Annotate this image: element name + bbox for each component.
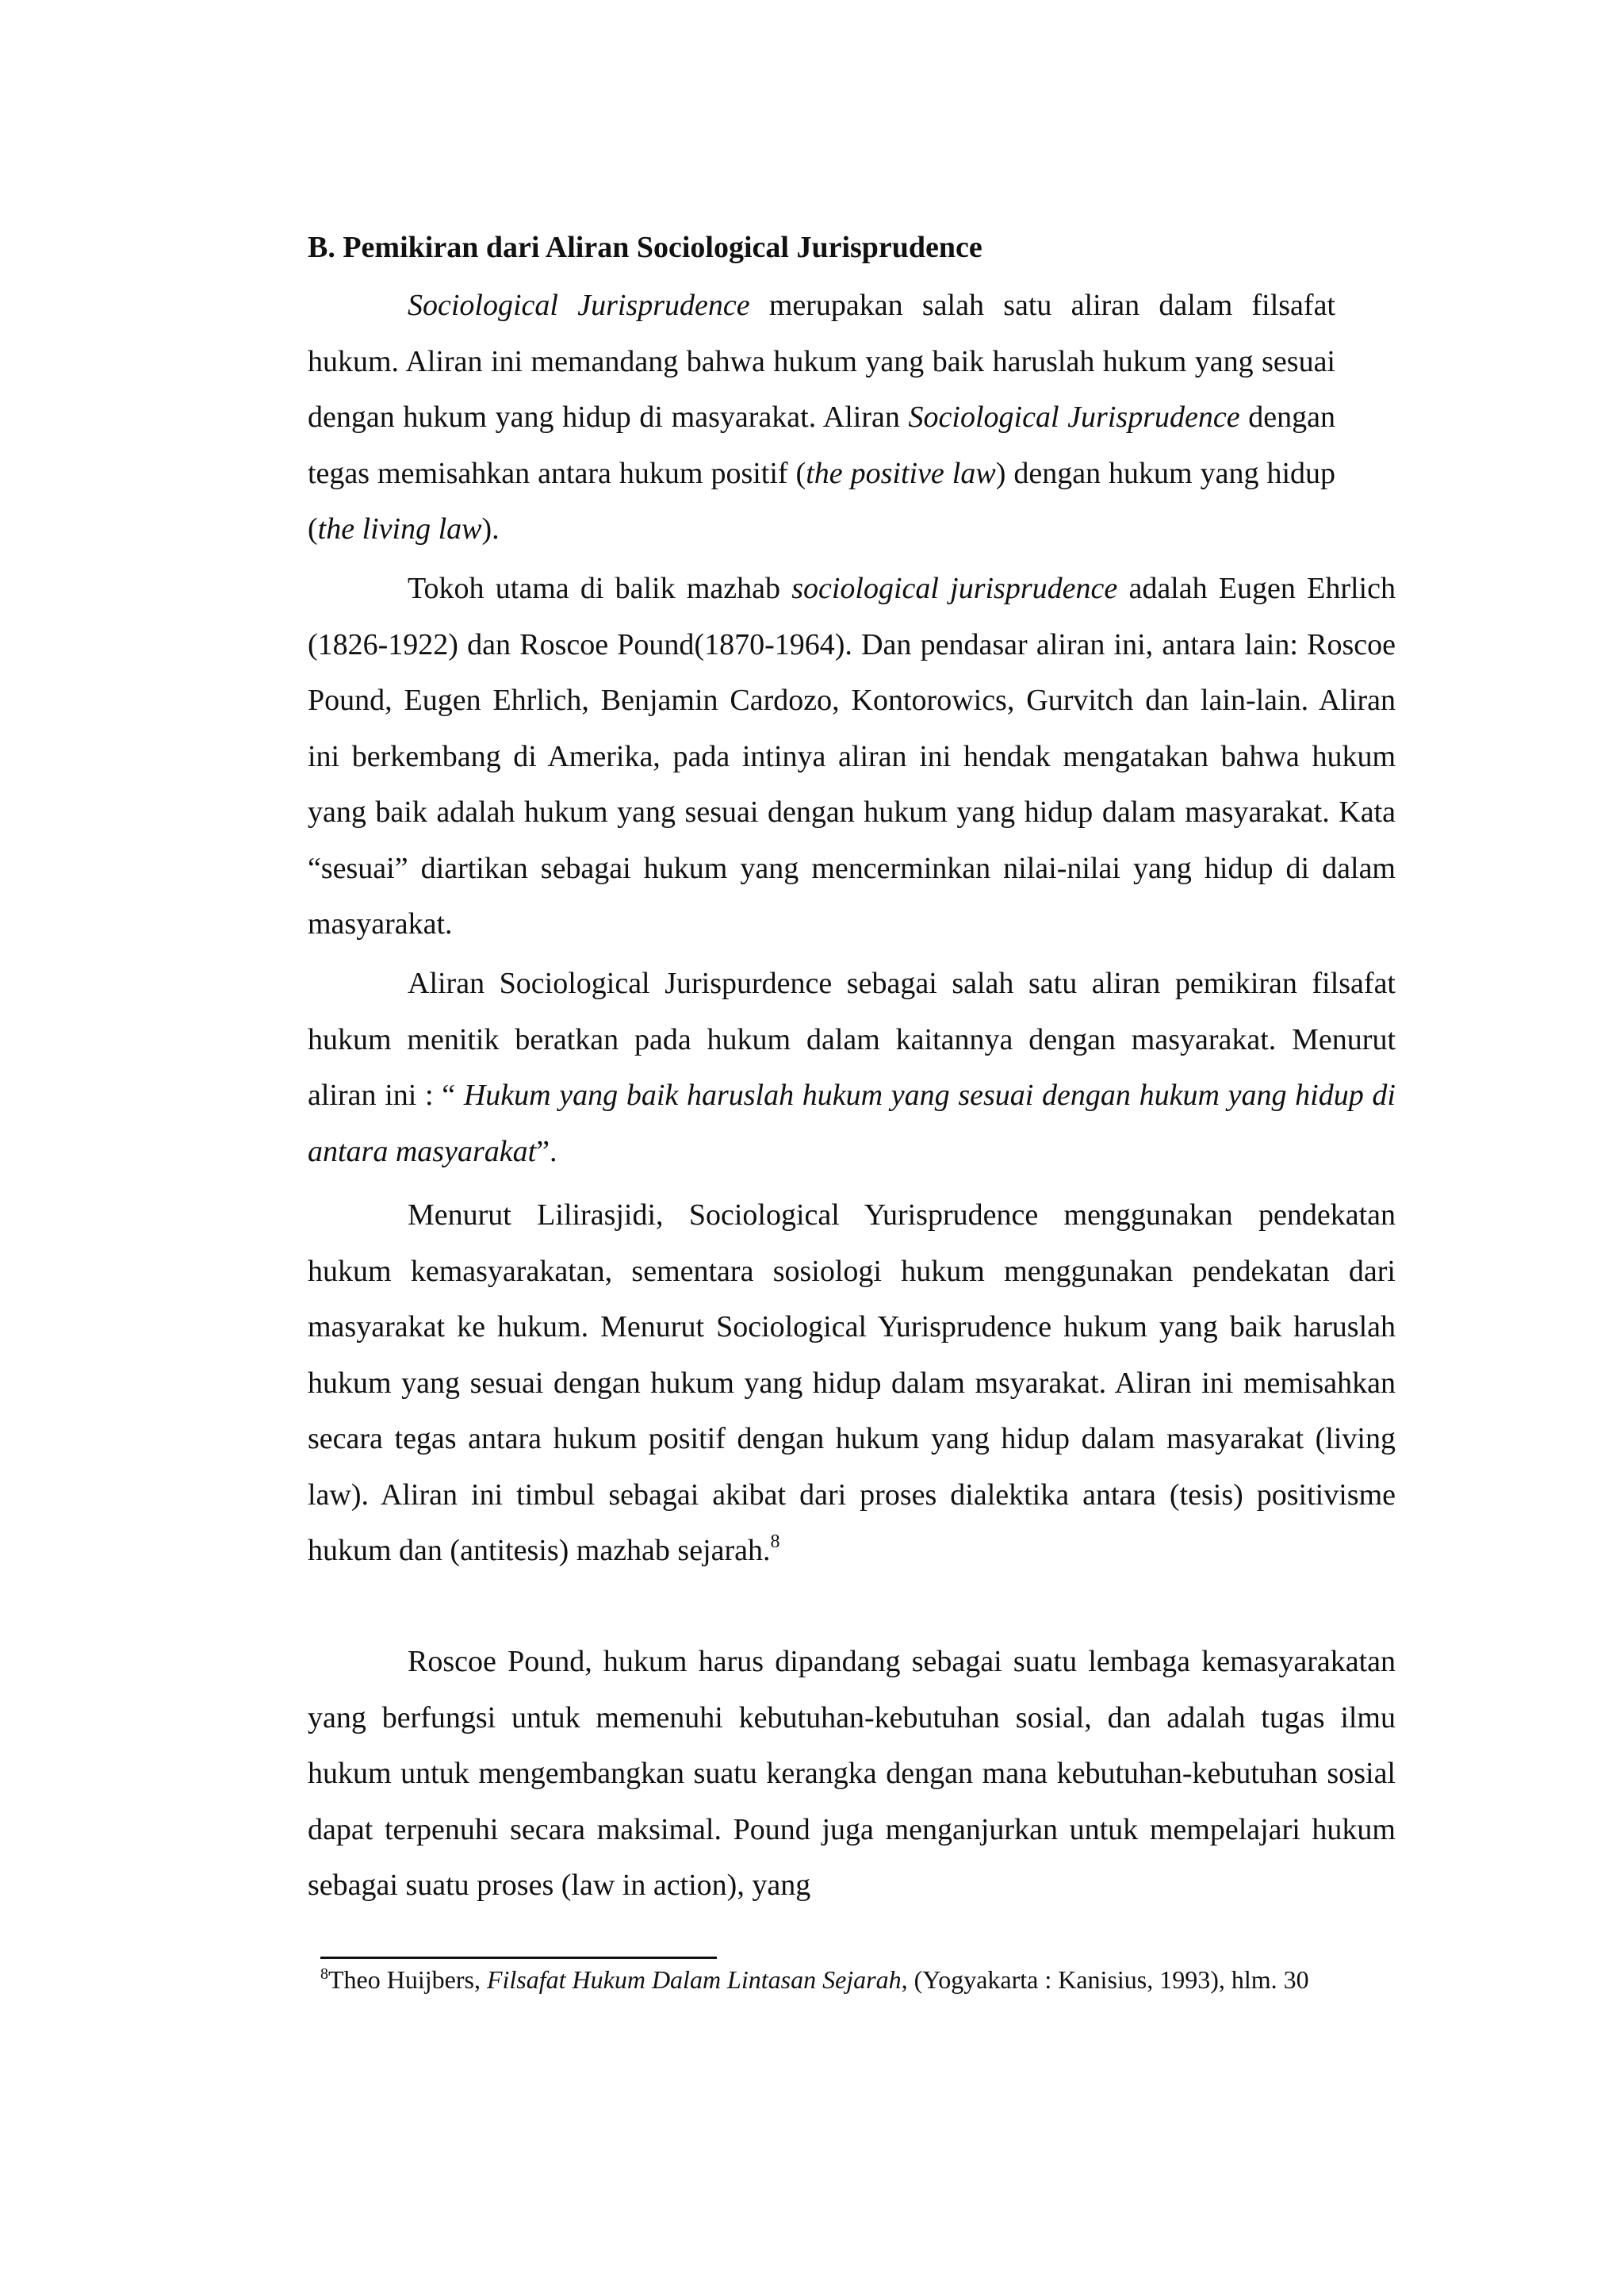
paragraph-text: Roscoe Pound, hukum harus dipandang sebagai suatu lembaga kemasyarakatan yang berfungsi untuk memenuhi kebutuhan-kebutuhan sosial, dan adalah tugas ilmu hukum untuk mengembangkan suatu kerangka dengan mana kebutuhan-kebutuhan sosial dapat terpenuhi secara maksimal. Pound juga menganjurkan untuk mempelajari hukum sebagai suatu proses (law in action), yang (308, 1645, 1396, 1902)
section-heading: B. Pemikiran dari Aliran Sociological Jurisprudence (308, 231, 982, 264)
paragraph-text: Tokoh utama di balik mazhab (408, 572, 792, 605)
paragraph-text: ). (481, 512, 500, 546)
paragraph-1 (308, 278, 1335, 558)
italic-quote: Hukum yang baik haruslah hukum yang sesuai dengan hukum yang hidup di antara masyarakat (308, 1079, 1396, 1168)
paragraph-text: Aliran Sociological Jurispurdence sebagai salah satu aliran pemikiran filsafat hukum menitik beratkan pada hukum dalam kaitannya dengan masyarakat. Menurut aliran ini : “ (308, 967, 1396, 1112)
footnote-number: 8 (320, 1965, 328, 1983)
paragraph-3 (308, 956, 1396, 1179)
footnote (320, 1962, 1309, 1997)
italic-term: the living law (317, 512, 482, 546)
italic-term: the positive law (806, 456, 996, 490)
italic-term: Sociological Jurisprudence (908, 401, 1240, 434)
footnote-author: Theo Huijbers, (328, 1965, 487, 1994)
paragraph-5 (308, 1634, 1396, 1914)
paragraph-text: dengan tegas memisahkan antara hukum positif ( (308, 401, 1335, 490)
paragraph-4 (308, 1187, 1396, 1579)
paragraph-text: merupakan salah satu aliran dalam filsafat hukum. Aliran ini memandang bahwa hukum yang baik haruslah hukum yang sesuai dengan hukum yang hidup di masyarakat. Aliran (308, 289, 1335, 434)
footnote-citation: , (Yogyakarta : Kanisius, 1993), hlm. 30 (901, 1965, 1309, 1994)
paragraph-text: Menurut Lilirasjidi, Sociological Yurisprudence menggunakan pendekatan hukum kemasyarakatan, sementara sosiologi hukum menggunakan pendekatan dari masyarakat ke hukum. Menurut Sociological Yurisprudence hukum yang baik haruslah hukum yang sesuai dengan hukum yang hidup dalam msyarakat. Aliran ini memisahkan secara tegas antara hukum positif dengan hukum yang hidup dalam masyarakat (living law). Aliran ini timbul sebagai akibat dari proses dialektika antara (tesis) positivisme hukum dan (antitesis) mazhab sejarah. (308, 1198, 1396, 1567)
paragraph-text: adalah Eugen Ehrlich (1826-1922) dan Roscoe Pound(1870-1964). Dan pendasar aliran ini, antara lain: Roscoe Pound, Eugen Ehrlich, Benjamin Cardozo, Kontorowics, Gurvitch dan lain-lain. Aliran ini berkembang di Amerika, pada intinya aliran ini hendak mengatakan bahwa hukum yang baik adalah hukum yang sesuai dengan hukum yang hidup dalam masyarakat. Kata “sesuai” diartikan sebagai hukum yang mencerminkan nilai-nilai yang hidup di dalam masyarakat. (308, 572, 1396, 941)
footnote-book-title: Filsafat Hukum Dalam Lintasan Sejarah (486, 1965, 902, 1994)
footnote-separator (320, 1957, 717, 1959)
paragraph-text: ”. (536, 1134, 557, 1168)
paragraph-text: ) dengan hukum yang hidup ( (308, 456, 1336, 546)
italic-term: Sociological Jurisprudence (408, 289, 750, 322)
paragraph-2 (308, 561, 1396, 953)
italic-term: sociological jurisprudence (791, 572, 1118, 605)
footnote-reference[interactable]: 8 (770, 1531, 780, 1552)
